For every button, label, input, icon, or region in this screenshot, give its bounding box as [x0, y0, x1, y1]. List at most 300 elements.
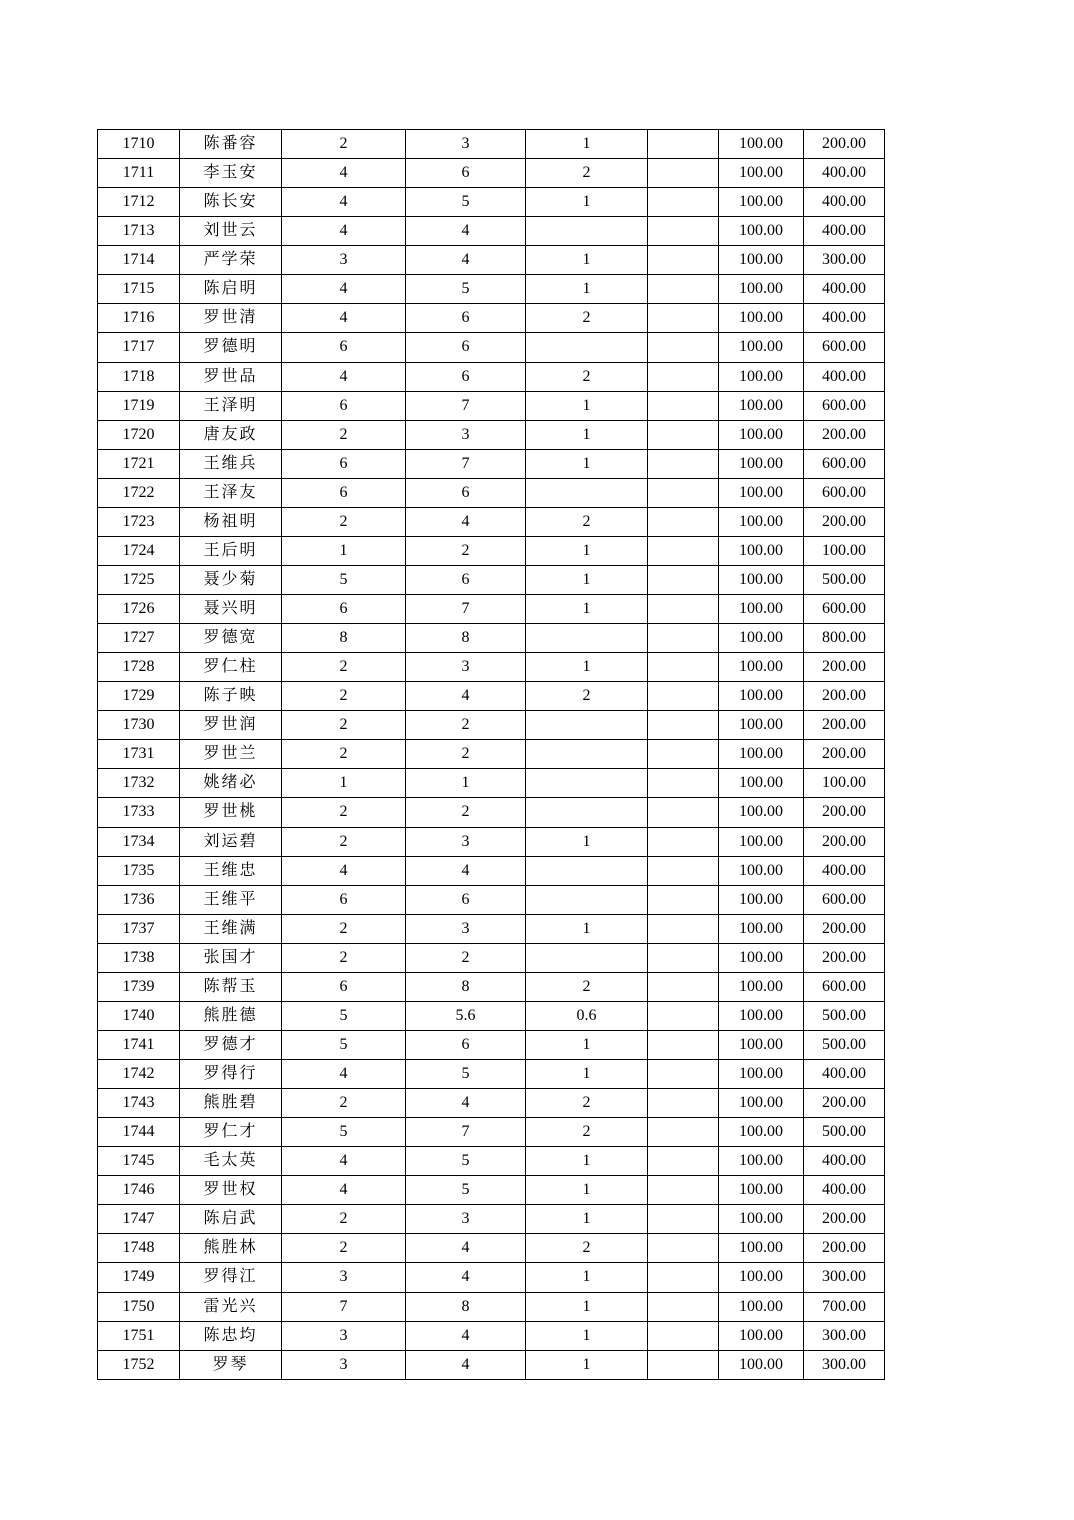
cell-col-3: 4	[282, 275, 406, 304]
cell-col-6	[648, 711, 719, 740]
cell-col-3: 3	[282, 246, 406, 275]
cell-id: 1733	[98, 798, 180, 827]
cell-col-6	[648, 1263, 719, 1292]
table-row	[98, 304, 885, 333]
cell-price: 100.00	[719, 740, 804, 769]
cell-id: 1711	[98, 159, 180, 188]
cell-col-3: 1	[282, 769, 406, 798]
cell-price: 100.00	[719, 798, 804, 827]
cell-col-6	[648, 1147, 719, 1176]
table-row	[98, 362, 885, 391]
cell-col-3: 3	[282, 1263, 406, 1292]
cell-col-5	[526, 769, 648, 798]
cell-col-5	[526, 943, 648, 972]
cell-col-3: 2	[282, 914, 406, 943]
cell-col-4: 8	[406, 1292, 526, 1321]
cell-id: 1727	[98, 624, 180, 653]
cell-price: 100.00	[719, 159, 804, 188]
cell-col-6	[648, 391, 719, 420]
cell-price: 100.00	[719, 130, 804, 159]
cell-name: 陈启明	[180, 275, 282, 304]
cell-name: 陈忠均	[180, 1321, 282, 1350]
cell-id: 1737	[98, 914, 180, 943]
cell-price: 100.00	[719, 1060, 804, 1089]
table-row	[98, 1350, 885, 1379]
cell-name: 刘运碧	[180, 827, 282, 856]
cell-id: 1725	[98, 565, 180, 594]
cell-col-5: 1	[526, 595, 648, 624]
cell-col-3: 6	[282, 449, 406, 478]
cell-name: 姚绪必	[180, 769, 282, 798]
cell-total: 400.00	[804, 188, 885, 217]
cell-col-5: 1	[526, 246, 648, 275]
cell-col-4: 4	[406, 1321, 526, 1350]
cell-total: 200.00	[804, 798, 885, 827]
cell-col-6	[648, 188, 719, 217]
cell-col-3: 2	[282, 740, 406, 769]
cell-col-3: 4	[282, 304, 406, 333]
cell-total: 600.00	[804, 972, 885, 1001]
cell-col-5	[526, 711, 648, 740]
cell-price: 100.00	[719, 624, 804, 653]
cell-total: 600.00	[804, 391, 885, 420]
cell-total: 400.00	[804, 159, 885, 188]
cell-price: 100.00	[719, 711, 804, 740]
cell-col-5: 1	[526, 1263, 648, 1292]
cell-col-6	[648, 1205, 719, 1234]
cell-col-6	[648, 1350, 719, 1379]
cell-name: 罗仁柱	[180, 653, 282, 682]
cell-col-4: 6	[406, 159, 526, 188]
cell-col-4: 2	[406, 798, 526, 827]
cell-total: 600.00	[804, 449, 885, 478]
cell-total: 600.00	[804, 333, 885, 362]
table-row	[98, 682, 885, 711]
cell-id: 1752	[98, 1350, 180, 1379]
cell-col-5	[526, 798, 648, 827]
table-row	[98, 1292, 885, 1321]
cell-total: 200.00	[804, 740, 885, 769]
cell-name: 刘世云	[180, 217, 282, 246]
cell-price: 100.00	[719, 1321, 804, 1350]
cell-col-4: 4	[406, 1089, 526, 1118]
cell-col-4: 5.6	[406, 1001, 526, 1030]
cell-col-4: 4	[406, 217, 526, 246]
cell-col-3: 2	[282, 653, 406, 682]
cell-col-6	[648, 333, 719, 362]
cell-col-6	[648, 1118, 719, 1147]
table-row	[98, 391, 885, 420]
cell-total: 300.00	[804, 1321, 885, 1350]
cell-id: 1745	[98, 1147, 180, 1176]
cell-col-4: 3	[406, 653, 526, 682]
table-row	[98, 217, 885, 246]
cell-price: 100.00	[719, 1205, 804, 1234]
roster-table	[97, 129, 885, 1380]
cell-col-3: 2	[282, 1234, 406, 1263]
cell-col-5: 1	[526, 1147, 648, 1176]
cell-col-6	[648, 798, 719, 827]
cell-col-3: 3	[282, 1321, 406, 1350]
cell-total: 300.00	[804, 1263, 885, 1292]
cell-id: 1751	[98, 1321, 180, 1350]
cell-total: 800.00	[804, 624, 885, 653]
cell-id: 1739	[98, 972, 180, 1001]
cell-price: 100.00	[719, 362, 804, 391]
cell-name: 罗德才	[180, 1030, 282, 1059]
cell-name: 毛太英	[180, 1147, 282, 1176]
cell-col-3: 7	[282, 1292, 406, 1321]
cell-name: 杨祖明	[180, 507, 282, 536]
cell-col-6	[648, 130, 719, 159]
cell-col-4: 3	[406, 914, 526, 943]
cell-total: 200.00	[804, 682, 885, 711]
cell-total: 200.00	[804, 914, 885, 943]
cell-price: 100.00	[719, 188, 804, 217]
cell-id: 1750	[98, 1292, 180, 1321]
cell-total: 200.00	[804, 943, 885, 972]
cell-col-4: 3	[406, 420, 526, 449]
table-row	[98, 1234, 885, 1263]
cell-col-3: 5	[282, 1001, 406, 1030]
table-row	[98, 798, 885, 827]
cell-col-5: 1	[526, 1030, 648, 1059]
cell-price: 100.00	[719, 420, 804, 449]
cell-col-4: 7	[406, 595, 526, 624]
cell-total: 400.00	[804, 362, 885, 391]
cell-total: 500.00	[804, 1118, 885, 1147]
cell-col-3: 2	[282, 507, 406, 536]
table-row	[98, 1205, 885, 1234]
cell-price: 100.00	[719, 682, 804, 711]
cell-col-5	[526, 624, 648, 653]
cell-price: 100.00	[719, 1176, 804, 1205]
cell-price: 100.00	[719, 943, 804, 972]
cell-name: 罗世桃	[180, 798, 282, 827]
table-row	[98, 275, 885, 304]
cell-total: 700.00	[804, 1292, 885, 1321]
cell-price: 100.00	[719, 769, 804, 798]
cell-col-5: 0.6	[526, 1001, 648, 1030]
cell-id: 1743	[98, 1089, 180, 1118]
cell-total: 400.00	[804, 1060, 885, 1089]
cell-id: 1719	[98, 391, 180, 420]
cell-col-4: 3	[406, 827, 526, 856]
table-row	[98, 885, 885, 914]
table-row	[98, 1118, 885, 1147]
cell-price: 100.00	[719, 1350, 804, 1379]
cell-total: 200.00	[804, 653, 885, 682]
cell-total: 300.00	[804, 246, 885, 275]
cell-price: 100.00	[719, 595, 804, 624]
cell-name: 陈长安	[180, 188, 282, 217]
cell-col-6	[648, 246, 719, 275]
cell-total: 300.00	[804, 1350, 885, 1379]
cell-id: 1713	[98, 217, 180, 246]
cell-price: 100.00	[719, 914, 804, 943]
cell-total: 600.00	[804, 885, 885, 914]
cell-id: 1730	[98, 711, 180, 740]
table-row	[98, 1176, 885, 1205]
cell-col-4: 3	[406, 1205, 526, 1234]
cell-col-3: 2	[282, 943, 406, 972]
cell-name: 陈帮玉	[180, 972, 282, 1001]
table-row	[98, 188, 885, 217]
cell-col-3: 2	[282, 130, 406, 159]
cell-id: 1726	[98, 595, 180, 624]
cell-col-5: 1	[526, 914, 648, 943]
cell-col-3: 5	[282, 1118, 406, 1147]
cell-col-3: 2	[282, 711, 406, 740]
cell-col-4: 6	[406, 362, 526, 391]
cell-col-5: 1	[526, 653, 648, 682]
cell-id: 1710	[98, 130, 180, 159]
cell-total: 600.00	[804, 478, 885, 507]
cell-col-5: 1	[526, 1292, 648, 1321]
cell-name: 唐友政	[180, 420, 282, 449]
table-row	[98, 333, 885, 362]
cell-col-4: 8	[406, 624, 526, 653]
cell-col-3: 6	[282, 972, 406, 1001]
cell-col-5: 1	[526, 275, 648, 304]
cell-col-6	[648, 1176, 719, 1205]
cell-col-3: 6	[282, 333, 406, 362]
cell-name: 王维忠	[180, 856, 282, 885]
cell-col-5: 1	[526, 449, 648, 478]
cell-col-5: 1	[526, 565, 648, 594]
cell-col-5: 1	[526, 391, 648, 420]
cell-total: 400.00	[804, 1176, 885, 1205]
cell-col-5: 1	[526, 536, 648, 565]
cell-total: 200.00	[804, 711, 885, 740]
cell-col-5: 2	[526, 682, 648, 711]
cell-col-4: 3	[406, 130, 526, 159]
cell-price: 100.00	[719, 1001, 804, 1030]
cell-col-5: 1	[526, 188, 648, 217]
cell-price: 100.00	[719, 217, 804, 246]
cell-name: 张国才	[180, 943, 282, 972]
cell-col-3: 2	[282, 1089, 406, 1118]
cell-col-6	[648, 536, 719, 565]
cell-col-3: 6	[282, 391, 406, 420]
table-row	[98, 711, 885, 740]
cell-col-6	[648, 565, 719, 594]
cell-col-5: 1	[526, 827, 648, 856]
cell-price: 100.00	[719, 1030, 804, 1059]
table-row	[98, 943, 885, 972]
cell-name: 罗世润	[180, 711, 282, 740]
table-row	[98, 536, 885, 565]
cell-id: 1715	[98, 275, 180, 304]
cell-col-3: 4	[282, 188, 406, 217]
cell-price: 100.00	[719, 827, 804, 856]
cell-col-6	[648, 449, 719, 478]
cell-col-5: 1	[526, 130, 648, 159]
cell-col-3: 4	[282, 217, 406, 246]
cell-col-5: 1	[526, 420, 648, 449]
cell-id: 1735	[98, 856, 180, 885]
cell-col-6	[648, 1292, 719, 1321]
cell-col-3: 6	[282, 478, 406, 507]
table-row	[98, 972, 885, 1001]
cell-col-4: 5	[406, 275, 526, 304]
cell-col-4: 4	[406, 682, 526, 711]
cell-col-5: 1	[526, 1176, 648, 1205]
cell-col-5: 2	[526, 1089, 648, 1118]
cell-col-4: 5	[406, 1176, 526, 1205]
cell-col-6	[648, 1001, 719, 1030]
cell-price: 100.00	[719, 885, 804, 914]
cell-id: 1728	[98, 653, 180, 682]
cell-col-3: 2	[282, 1205, 406, 1234]
cell-col-5	[526, 740, 648, 769]
cell-total: 500.00	[804, 1030, 885, 1059]
cell-total: 400.00	[804, 275, 885, 304]
cell-price: 100.00	[719, 1292, 804, 1321]
cell-id: 1722	[98, 478, 180, 507]
cell-id: 1749	[98, 1263, 180, 1292]
cell-id: 1720	[98, 420, 180, 449]
cell-price: 100.00	[719, 856, 804, 885]
cell-col-4: 4	[406, 1263, 526, 1292]
cell-id: 1746	[98, 1176, 180, 1205]
cell-col-4: 6	[406, 304, 526, 333]
cell-col-4: 6	[406, 333, 526, 362]
cell-col-4: 2	[406, 536, 526, 565]
cell-col-5: 2	[526, 304, 648, 333]
cell-col-6	[648, 1234, 719, 1263]
cell-col-3: 4	[282, 1176, 406, 1205]
cell-col-4: 7	[406, 1118, 526, 1147]
cell-col-4: 7	[406, 449, 526, 478]
cell-col-5: 2	[526, 507, 648, 536]
cell-name: 王维满	[180, 914, 282, 943]
cell-name: 王维兵	[180, 449, 282, 478]
cell-price: 100.00	[719, 565, 804, 594]
cell-price: 100.00	[719, 1118, 804, 1147]
cell-name: 陈启武	[180, 1205, 282, 1234]
cell-col-6	[648, 1089, 719, 1118]
cell-col-3: 4	[282, 1147, 406, 1176]
cell-price: 100.00	[719, 449, 804, 478]
cell-col-6	[648, 972, 719, 1001]
cell-id: 1741	[98, 1030, 180, 1059]
table-row	[98, 1321, 885, 1350]
cell-col-6	[648, 275, 719, 304]
cell-name: 王维平	[180, 885, 282, 914]
cell-id: 1736	[98, 885, 180, 914]
cell-name: 罗得行	[180, 1060, 282, 1089]
cell-id: 1729	[98, 682, 180, 711]
cell-id: 1714	[98, 246, 180, 275]
table-row	[98, 449, 885, 478]
cell-col-5	[526, 885, 648, 914]
cell-name: 罗世品	[180, 362, 282, 391]
cell-col-5: 1	[526, 1060, 648, 1089]
cell-price: 100.00	[719, 653, 804, 682]
cell-id: 1738	[98, 943, 180, 972]
cell-total: 400.00	[804, 304, 885, 333]
cell-id: 1718	[98, 362, 180, 391]
cell-col-4: 2	[406, 740, 526, 769]
cell-name: 严学荣	[180, 246, 282, 275]
cell-name: 罗世清	[180, 304, 282, 333]
cell-name: 罗琴	[180, 1350, 282, 1379]
cell-col-4: 6	[406, 885, 526, 914]
table-row	[98, 507, 885, 536]
cell-col-4: 6	[406, 565, 526, 594]
cell-name: 李玉安	[180, 159, 282, 188]
cell-col-6	[648, 769, 719, 798]
cell-col-6	[648, 507, 719, 536]
cell-name: 王后明	[180, 536, 282, 565]
cell-col-6	[648, 653, 719, 682]
cell-total: 500.00	[804, 565, 885, 594]
cell-col-4: 8	[406, 972, 526, 1001]
cell-col-3: 4	[282, 362, 406, 391]
cell-name: 陈番容	[180, 130, 282, 159]
cell-price: 100.00	[719, 304, 804, 333]
cell-col-6	[648, 304, 719, 333]
cell-id: 1724	[98, 536, 180, 565]
table-row	[98, 1263, 885, 1292]
cell-id: 1716	[98, 304, 180, 333]
cell-col-4: 4	[406, 246, 526, 275]
cell-col-5	[526, 856, 648, 885]
cell-col-5: 1	[526, 1205, 648, 1234]
cell-col-4: 5	[406, 1147, 526, 1176]
cell-col-4: 4	[406, 507, 526, 536]
cell-name: 罗仁才	[180, 1118, 282, 1147]
cell-col-6	[648, 1060, 719, 1089]
cell-id: 1748	[98, 1234, 180, 1263]
cell-col-3: 6	[282, 885, 406, 914]
cell-price: 100.00	[719, 972, 804, 1001]
cell-col-4: 5	[406, 188, 526, 217]
cell-col-3: 6	[282, 595, 406, 624]
cell-name: 罗世权	[180, 1176, 282, 1205]
cell-col-5: 2	[526, 1118, 648, 1147]
cell-name: 王泽明	[180, 391, 282, 420]
table-row	[98, 1089, 885, 1118]
cell-name: 罗德明	[180, 333, 282, 362]
cell-col-3: 2	[282, 420, 406, 449]
cell-name: 熊胜林	[180, 1234, 282, 1263]
cell-total: 600.00	[804, 595, 885, 624]
cell-id: 1723	[98, 507, 180, 536]
table-row	[98, 1147, 885, 1176]
cell-col-4: 6	[406, 478, 526, 507]
cell-price: 100.00	[719, 275, 804, 304]
cell-col-5: 2	[526, 972, 648, 1001]
cell-col-6	[648, 682, 719, 711]
cell-name: 聂少菊	[180, 565, 282, 594]
cell-col-4: 4	[406, 1350, 526, 1379]
cell-col-6	[648, 1030, 719, 1059]
cell-col-5	[526, 333, 648, 362]
cell-col-4: 2	[406, 943, 526, 972]
table-row	[98, 653, 885, 682]
cell-col-6	[648, 914, 719, 943]
table-row	[98, 740, 885, 769]
cell-price: 100.00	[719, 478, 804, 507]
cell-price: 100.00	[719, 1089, 804, 1118]
cell-price: 100.00	[719, 1147, 804, 1176]
table-row	[98, 478, 885, 507]
cell-col-3: 2	[282, 682, 406, 711]
cell-name: 熊胜德	[180, 1001, 282, 1030]
cell-id: 1732	[98, 769, 180, 798]
